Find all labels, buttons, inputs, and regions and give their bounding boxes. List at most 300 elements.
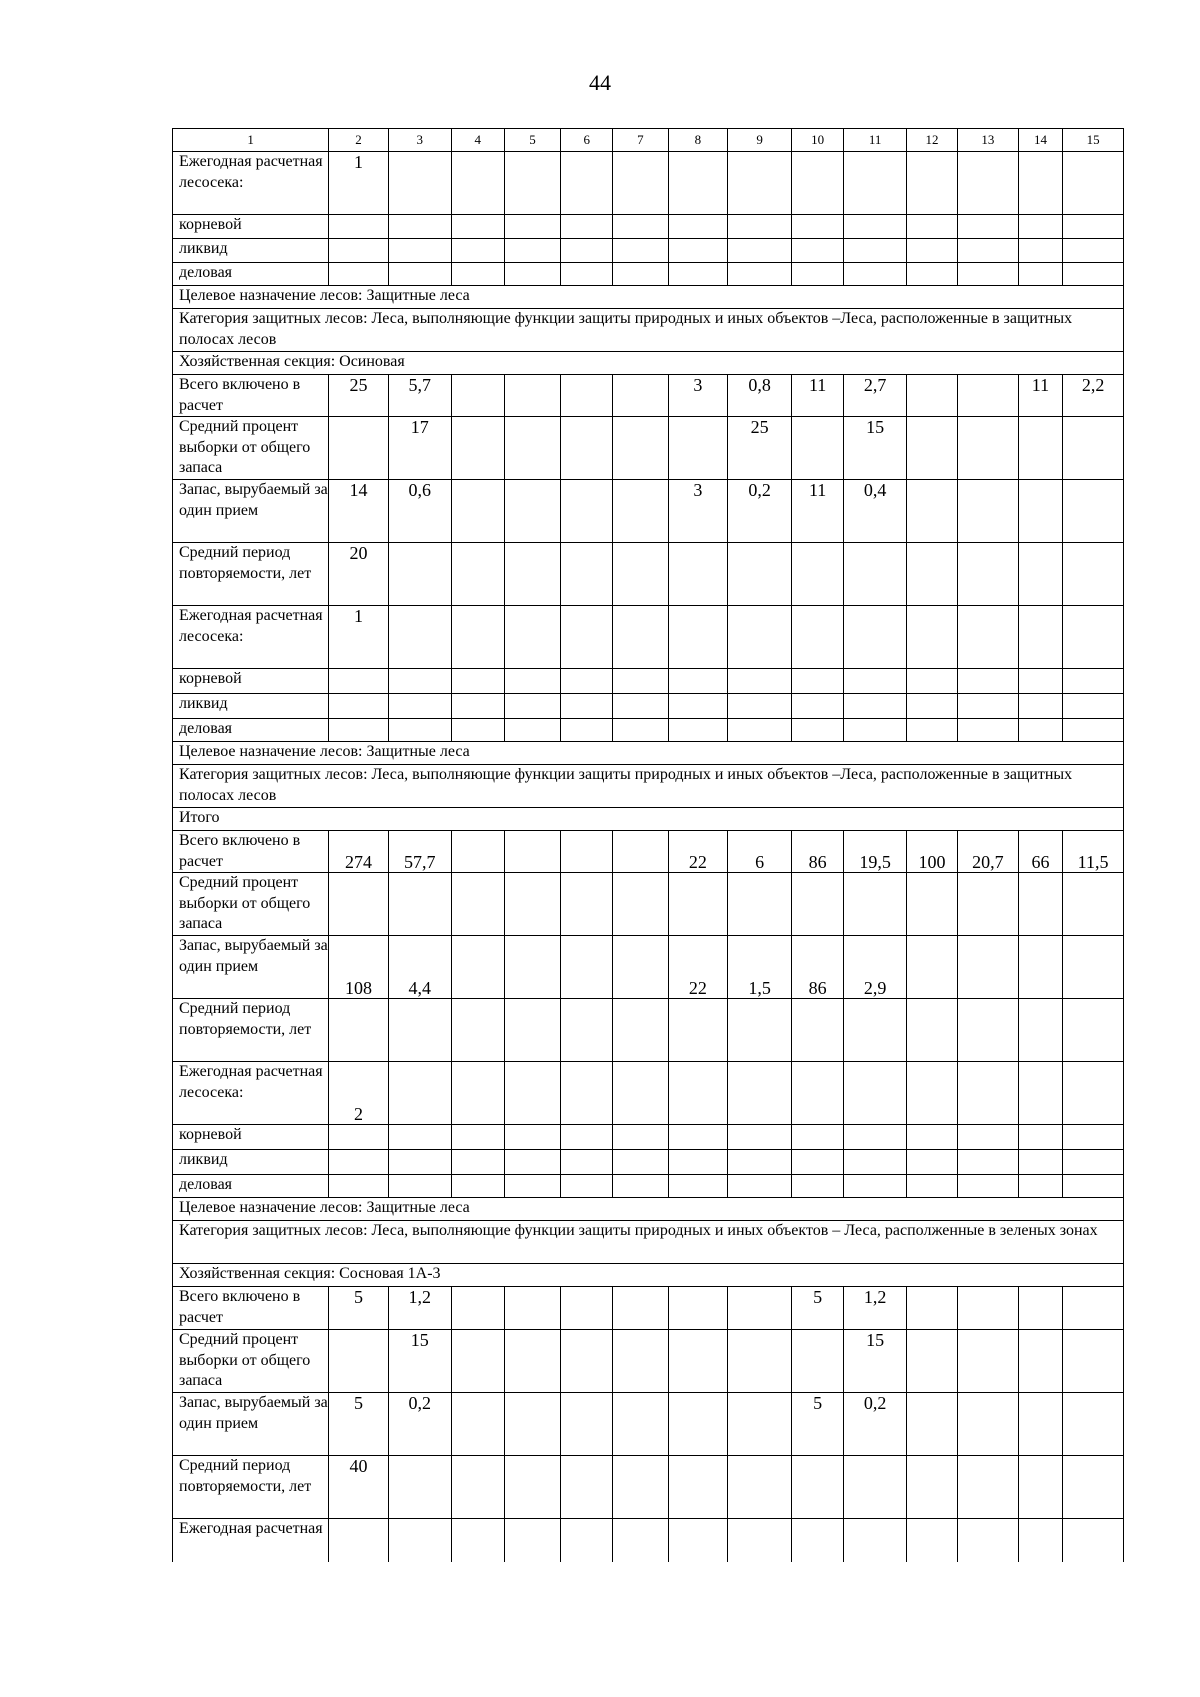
value-cell-col-5: [504, 873, 560, 936]
value-cell-col-6: [561, 375, 613, 417]
row-label: ликвид: [173, 694, 329, 719]
value-cell-col-10: [792, 1175, 844, 1198]
value-cell-col-2: [329, 1150, 389, 1175]
value-cell-col-4: [451, 999, 504, 1062]
value-cell-col-5: [504, 263, 560, 286]
value-cell-col-9: 0,8: [728, 375, 792, 417]
value-cell-col-7: [613, 873, 668, 936]
value-cell-col-12: [907, 719, 958, 742]
column-number: 12: [907, 129, 958, 152]
value-cell-col-15: [1063, 694, 1124, 719]
value-cell-col-3: 17: [388, 417, 451, 480]
value-cell-col-12: [907, 999, 958, 1062]
value-cell-col-3: [388, 1062, 451, 1125]
column-number-row: [173, 129, 1124, 152]
value-cell-col-6: [561, 1150, 613, 1175]
value-cell-col-13: [958, 873, 1019, 936]
column-number: 2: [329, 129, 389, 152]
value-cell-col-4: [451, 152, 504, 215]
value-cell-col-10: [792, 1125, 844, 1150]
value-cell-col-2: 20: [329, 543, 389, 606]
value-cell-col-12: [907, 1456, 958, 1519]
section-heading: Хозяйственная секция: Осиновая: [173, 352, 1124, 375]
value-cell-col-6: [561, 606, 613, 669]
root-row: [173, 215, 1124, 239]
value-cell-col-15: [1063, 417, 1124, 480]
value-cell-col-13: [958, 152, 1019, 215]
value-cell-col-7: [613, 1150, 668, 1175]
value-cell-col-14: [1018, 1456, 1062, 1519]
section-heading: Целевое назначение лесов: Защитные леса: [173, 286, 1124, 309]
value-cell-col-10: [792, 1456, 844, 1519]
value-cell-col-4: [451, 375, 504, 417]
value-cell-col-2: 5: [329, 1287, 389, 1330]
value-cell-col-14: 11: [1018, 375, 1062, 417]
row-label: Ежегодная расчетная: [173, 1519, 329, 1563]
root-row: [173, 1125, 1124, 1150]
value-cell-col-15: [1063, 1125, 1124, 1150]
value-cell-col-4: [451, 831, 504, 873]
value-cell-col-14: [1018, 606, 1062, 669]
value-cell-col-11: 2,9: [844, 936, 907, 999]
value-cell-col-4: [451, 1150, 504, 1175]
value-cell-col-8: [668, 417, 728, 480]
value-cell-col-11: [844, 1150, 907, 1175]
value-cell-col-2: 108: [329, 936, 389, 999]
value-cell-col-2: [329, 669, 389, 694]
value-cell-col-5: [504, 831, 560, 873]
section-heading: Итого: [173, 808, 1124, 831]
section-heading: Хозяйственная секция: Сосновая 1А-3: [173, 1264, 1124, 1287]
value-cell-col-13: [958, 543, 1019, 606]
value-cell-col-10: [792, 719, 844, 742]
value-cell-col-2: 14: [329, 480, 389, 543]
value-cell-col-8: 22: [668, 936, 728, 999]
value-cell-col-14: [1018, 480, 1062, 543]
value-cell-col-12: [907, 480, 958, 543]
value-cell-col-5: [504, 719, 560, 742]
row-label: Средний процент выборки от общего запаса: [173, 417, 329, 480]
row-label: Средний период повторяемости, лет: [173, 543, 329, 606]
value-cell-col-6: [561, 1062, 613, 1125]
value-cell-col-4: [451, 1125, 504, 1150]
value-cell-col-12: [907, 543, 958, 606]
value-cell-col-3: 15: [388, 1330, 451, 1393]
value-cell-col-6: [561, 719, 613, 742]
value-cell-col-8: 22: [668, 831, 728, 873]
value-cell-col-5: [504, 1175, 560, 1198]
total-included-row: [173, 831, 1124, 873]
value-cell-col-9: [728, 239, 792, 263]
value-cell-col-15: [1063, 543, 1124, 606]
value-cell-col-10: [792, 1062, 844, 1125]
value-cell-col-9: [728, 1175, 792, 1198]
value-cell-col-6: [561, 669, 613, 694]
value-cell-col-13: [958, 375, 1019, 417]
value-cell-col-7: [613, 1062, 668, 1125]
value-cell-col-6: [561, 1456, 613, 1519]
value-cell-col-11: [844, 694, 907, 719]
column-number: 15: [1063, 129, 1124, 152]
value-cell-col-6: [561, 239, 613, 263]
value-cell-col-9: 6: [728, 831, 792, 873]
value-cell-col-8: [668, 1393, 728, 1456]
value-cell-col-13: [958, 480, 1019, 543]
value-cell-col-12: [907, 417, 958, 480]
value-cell-col-15: [1063, 1287, 1124, 1330]
value-cell-col-4: [451, 239, 504, 263]
purpose-row: [173, 286, 1124, 309]
average-period-row: [173, 1456, 1124, 1519]
value-cell-col-10: 86: [792, 936, 844, 999]
value-cell-col-10: [792, 263, 844, 286]
value-cell-col-8: [668, 1150, 728, 1175]
value-cell-col-5: [504, 669, 560, 694]
value-cell-col-3: [388, 1175, 451, 1198]
value-cell-col-8: [668, 263, 728, 286]
value-cell-col-7: [613, 1393, 668, 1456]
column-number: 7: [613, 129, 668, 152]
value-cell-col-11: 0,4: [844, 480, 907, 543]
value-cell-col-13: [958, 263, 1019, 286]
value-cell-col-3: [388, 999, 451, 1062]
value-cell-col-12: [907, 694, 958, 719]
value-cell-col-3: [388, 215, 451, 239]
value-cell-col-12: [907, 375, 958, 417]
page-number: 44: [589, 70, 611, 95]
value-cell-col-3: 4,4: [388, 936, 451, 999]
value-cell-col-5: [504, 936, 560, 999]
total-included-row: [173, 1287, 1124, 1330]
value-cell-col-13: [958, 1062, 1019, 1125]
value-cell-col-11: 15: [844, 1330, 907, 1393]
value-cell-col-5: [504, 606, 560, 669]
value-cell-col-15: [1063, 936, 1124, 999]
value-cell-col-8: [668, 669, 728, 694]
value-cell-col-12: [907, 606, 958, 669]
value-cell-col-2: [329, 1519, 389, 1563]
value-cell-col-8: [668, 152, 728, 215]
value-cell-col-6: [561, 1175, 613, 1198]
value-cell-col-9: [728, 543, 792, 606]
annual-cut-row: [173, 606, 1124, 669]
average-percent-row: [173, 873, 1124, 936]
column-number: 9: [728, 129, 792, 152]
section-heading: Категория защитных лесов: Леса, выполняющие функции защиты природных и иных объектов –Леса, расположенные в защитных полосах лесов: [173, 309, 1124, 352]
value-cell-col-5: [504, 1150, 560, 1175]
value-cell-col-7: [613, 999, 668, 1062]
value-cell-col-4: [451, 936, 504, 999]
value-cell-col-5: [504, 1287, 560, 1330]
column-number: 6: [561, 129, 613, 152]
value-cell-col-11: [844, 543, 907, 606]
value-cell-col-11: [844, 669, 907, 694]
value-cell-col-14: [1018, 1519, 1062, 1563]
value-cell-col-8: [668, 1456, 728, 1519]
value-cell-col-15: [1063, 1393, 1124, 1456]
value-cell-col-3: [388, 543, 451, 606]
section-heading: Категория защитных лесов: Леса, выполняющие функции защиты природных и иных объектов – Леса, располженные в зеленых зонах: [173, 1221, 1124, 1264]
value-cell-col-11: [844, 873, 907, 936]
row-label: ликвид: [173, 1150, 329, 1175]
purpose-row: [173, 1198, 1124, 1221]
value-cell-col-2: 1: [329, 606, 389, 669]
value-cell-col-2: 2: [329, 1062, 389, 1125]
row-label: Средний период повторяемости, лет: [173, 1456, 329, 1519]
average-period-row: [173, 999, 1124, 1062]
value-cell-col-9: [728, 873, 792, 936]
value-cell-col-11: [844, 999, 907, 1062]
value-cell-col-4: [451, 263, 504, 286]
row-label: деловая: [173, 263, 329, 286]
column-number: 8: [668, 129, 728, 152]
value-cell-col-6: [561, 1519, 613, 1563]
row-label: Средний процент выборки от общего запаса: [173, 873, 329, 936]
value-cell-col-14: [1018, 1393, 1062, 1456]
value-cell-col-9: [728, 1519, 792, 1563]
value-cell-col-11: 1,2: [844, 1287, 907, 1330]
value-cell-col-4: [451, 480, 504, 543]
column-number: 1: [173, 129, 329, 152]
value-cell-col-14: [1018, 999, 1062, 1062]
value-cell-col-6: [561, 480, 613, 543]
value-cell-col-11: [844, 719, 907, 742]
value-cell-col-14: [1018, 1150, 1062, 1175]
value-cell-col-2: [329, 1330, 389, 1393]
value-cell-col-9: [728, 1062, 792, 1125]
business-row: [173, 719, 1124, 742]
value-cell-col-13: [958, 719, 1019, 742]
value-cell-col-15: [1063, 1150, 1124, 1175]
value-cell-col-4: [451, 543, 504, 606]
value-cell-col-2: [329, 694, 389, 719]
value-cell-col-15: 11,5: [1063, 831, 1124, 873]
value-cell-col-4: [451, 1175, 504, 1198]
value-cell-col-12: [907, 1125, 958, 1150]
value-cell-col-11: [844, 263, 907, 286]
value-cell-col-13: 20,7: [958, 831, 1019, 873]
value-cell-col-5: [504, 543, 560, 606]
value-cell-col-14: [1018, 417, 1062, 480]
row-label: Всего включено в расчет: [173, 375, 329, 417]
value-cell-col-2: 274: [329, 831, 389, 873]
value-cell-col-5: [504, 1393, 560, 1456]
value-cell-col-11: [844, 606, 907, 669]
value-cell-col-2: [329, 263, 389, 286]
value-cell-col-5: [504, 375, 560, 417]
value-cell-col-14: [1018, 152, 1062, 215]
value-cell-col-5: [504, 239, 560, 263]
value-cell-col-8: [668, 239, 728, 263]
value-cell-col-10: [792, 543, 844, 606]
value-cell-col-3: [388, 694, 451, 719]
value-cell-col-7: [613, 1456, 668, 1519]
average-percent-row: [173, 417, 1124, 480]
value-cell-col-10: [792, 669, 844, 694]
value-cell-col-12: [907, 215, 958, 239]
value-cell-col-4: [451, 1062, 504, 1125]
value-cell-col-3: [388, 1150, 451, 1175]
value-cell-col-10: [792, 606, 844, 669]
value-cell-col-8: 3: [668, 480, 728, 543]
average-period-row: [173, 543, 1124, 606]
row-label: деловая: [173, 1175, 329, 1198]
value-cell-col-14: [1018, 1287, 1062, 1330]
column-number: 14: [1018, 129, 1062, 152]
value-cell-col-10: 5: [792, 1287, 844, 1330]
row-label: ликвид: [173, 239, 329, 263]
liquid-row: [173, 239, 1124, 263]
value-cell-col-8: [668, 1175, 728, 1198]
value-cell-col-5: [504, 1519, 560, 1563]
column-number: 10: [792, 129, 844, 152]
value-cell-col-12: [907, 1287, 958, 1330]
value-cell-col-7: [613, 1519, 668, 1563]
row-label: Средний период повторяемости, лет: [173, 999, 329, 1062]
value-cell-col-10: [792, 239, 844, 263]
value-cell-col-5: [504, 1330, 560, 1393]
value-cell-col-5: [504, 417, 560, 480]
value-cell-col-13: [958, 215, 1019, 239]
value-cell-col-12: [907, 152, 958, 215]
value-cell-col-14: [1018, 669, 1062, 694]
value-cell-col-13: [958, 1175, 1019, 1198]
value-cell-col-9: 1,5: [728, 936, 792, 999]
value-cell-col-6: [561, 873, 613, 936]
column-number: 11: [844, 129, 907, 152]
value-cell-col-13: [958, 694, 1019, 719]
stock-per-cut-row: [173, 480, 1124, 543]
value-cell-col-15: 2,2: [1063, 375, 1124, 417]
average-percent-row: [173, 1330, 1124, 1393]
section-heading: Целевое назначение лесов: Защитные леса: [173, 1198, 1124, 1221]
section-heading: Категория защитных лесов: Леса, выполняющие функции защиты природных и иных объектов –Леса, расположенные в защитных полосах лесов: [173, 765, 1124, 808]
value-cell-col-2: [329, 417, 389, 480]
value-cell-col-15: [1063, 1175, 1124, 1198]
value-cell-col-7: [613, 831, 668, 873]
value-cell-col-7: [613, 606, 668, 669]
value-cell-col-14: [1018, 694, 1062, 719]
row-label: Ежегодная расчетная лесосека:: [173, 606, 329, 669]
value-cell-col-11: [844, 1125, 907, 1150]
value-cell-col-13: [958, 1287, 1019, 1330]
business-row: [173, 263, 1124, 286]
value-cell-col-3: [388, 1125, 451, 1150]
value-cell-col-9: [728, 1330, 792, 1393]
value-cell-col-6: [561, 263, 613, 286]
value-cell-col-12: 100: [907, 831, 958, 873]
value-cell-col-9: [728, 263, 792, 286]
value-cell-col-15: [1063, 215, 1124, 239]
row-label: корневой: [173, 669, 329, 694]
value-cell-col-3: [388, 1456, 451, 1519]
value-cell-col-14: [1018, 1330, 1062, 1393]
value-cell-col-8: [668, 719, 728, 742]
value-cell-col-4: [451, 215, 504, 239]
value-cell-col-13: [958, 1456, 1019, 1519]
row-label: Ежегодная расчетная лесосека:: [173, 1062, 329, 1125]
value-cell-col-13: [958, 936, 1019, 999]
value-cell-col-15: [1063, 1519, 1124, 1563]
value-cell-col-2: [329, 873, 389, 936]
value-cell-col-12: [907, 936, 958, 999]
value-cell-col-9: [728, 1393, 792, 1456]
value-cell-col-12: [907, 1062, 958, 1125]
value-cell-col-6: [561, 417, 613, 480]
value-cell-col-5: [504, 215, 560, 239]
itogo-row: [173, 808, 1124, 831]
value-cell-col-10: [792, 1330, 844, 1393]
value-cell-col-13: [958, 417, 1019, 480]
annual-cut-row: [173, 1062, 1124, 1125]
value-cell-col-6: [561, 831, 613, 873]
value-cell-col-4: [451, 719, 504, 742]
value-cell-col-12: [907, 263, 958, 286]
value-cell-col-10: [792, 417, 844, 480]
value-cell-col-10: 11: [792, 480, 844, 543]
annual-cut-row: [173, 1519, 1124, 1563]
value-cell-col-13: [958, 1125, 1019, 1150]
total-included-row: [173, 375, 1124, 417]
value-cell-col-14: [1018, 543, 1062, 606]
value-cell-col-7: [613, 936, 668, 999]
value-cell-col-14: [1018, 239, 1062, 263]
value-cell-col-9: 0,2: [728, 480, 792, 543]
table-body: [173, 129, 1124, 1563]
section-heading: Целевое назначение лесов: Защитные леса: [173, 742, 1124, 765]
value-cell-col-9: [728, 719, 792, 742]
value-cell-col-10: 11: [792, 375, 844, 417]
value-cell-col-6: [561, 694, 613, 719]
value-cell-col-3: 1,2: [388, 1287, 451, 1330]
value-cell-col-5: [504, 152, 560, 215]
row-label: деловая: [173, 719, 329, 742]
value-cell-col-10: [792, 152, 844, 215]
value-cell-col-3: [388, 263, 451, 286]
value-cell-col-10: [792, 999, 844, 1062]
value-cell-col-11: 2,7: [844, 375, 907, 417]
category-row: [173, 309, 1124, 352]
value-cell-col-7: [613, 480, 668, 543]
row-label: Запас, вырубаемый за один прием: [173, 936, 329, 999]
value-cell-col-3: 57,7: [388, 831, 451, 873]
row-label: корневой: [173, 1125, 329, 1150]
value-cell-col-7: [613, 1330, 668, 1393]
value-cell-col-14: [1018, 936, 1062, 999]
value-cell-col-8: 3: [668, 375, 728, 417]
value-cell-col-11: [844, 215, 907, 239]
column-number: 4: [451, 129, 504, 152]
value-cell-col-7: [613, 417, 668, 480]
value-cell-col-13: [958, 1519, 1019, 1563]
category-row: [173, 1221, 1124, 1264]
value-cell-col-7: [613, 152, 668, 215]
value-cell-col-10: [792, 694, 844, 719]
stock-per-cut-row: [173, 1393, 1124, 1456]
business-row: [173, 1175, 1124, 1198]
value-cell-col-12: [907, 873, 958, 936]
value-cell-col-5: [504, 999, 560, 1062]
value-cell-col-10: [792, 1150, 844, 1175]
value-cell-col-6: [561, 999, 613, 1062]
value-cell-col-6: [561, 1330, 613, 1393]
value-cell-col-2: [329, 1175, 389, 1198]
value-cell-col-7: [613, 543, 668, 606]
value-cell-col-2: [329, 1125, 389, 1150]
value-cell-col-5: [504, 1125, 560, 1150]
value-cell-col-10: [792, 1519, 844, 1563]
economic-section-row: [173, 1264, 1124, 1287]
